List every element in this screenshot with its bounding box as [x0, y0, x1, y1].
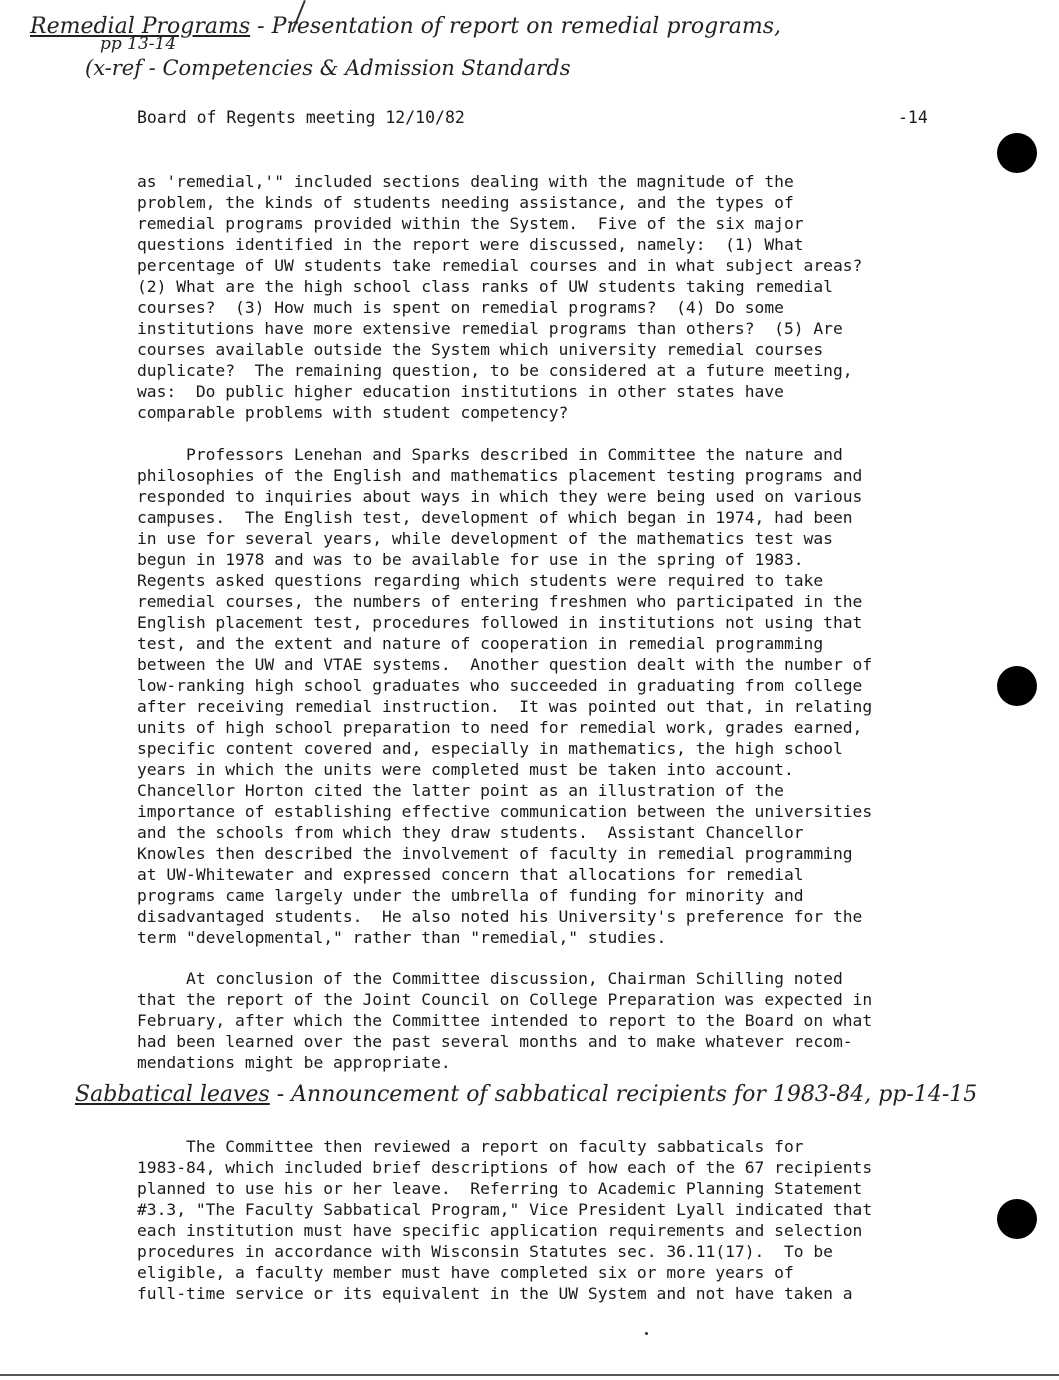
handwritten-page-ref: pp 13-14 — [100, 34, 177, 54]
punch-hole-middle — [997, 666, 1037, 706]
punch-hole-bottom — [997, 1199, 1037, 1239]
handwritten-topic-remedial-desc: - Presentation of report on remedial programs, — [250, 14, 782, 39]
paragraph-placement-testing: Professors Lenehan and Sparks described in Committee the nature and philosophies of the English and mathematics placement testing programs and responded to inquiries about ways in which they were being used on various campuses. The English test, development of which began in 1974, had been in use for several years, while development of the mathematics test was begun in 1978 and was to be available for use in the spring of 1983. Regents asked questions regarding which students were required to take remedial courses, the numbers of entering freshmen who participated in the English placement test, procedures followed in institutions not using that test, and the extent and nature of cooperation in remedial programming between the UW and VTAE systems. Another question dealt with the number of low-ranking high school graduates who succeeded in graduating from college after receiving remedial instruction. It was pointed out that, in relating units of high school preparation to need for remedial work, grades earned, specific content covered and, especially in mathematics, the high school years in which the units were completed must be taken into account. Chancellor Horton cited the latter point as an illustration of the importance of establishing effective communication between the universities and the schools from which they draw students. Assistant Chancellor Knowles then described the involvement of faculty in remedial programming at UW-Whitewater and expressed concern that allocations for remedial programs came largely under the umbrella of funding for minority and disadvantaged students. He also noted his University's preference for the term "developmental," rather than "remedial," studies. — [137, 445, 873, 947]
handwritten-topic-sabbatical-desc: - Announcement of sabbatical recipients for 1983-84, pp-14-15 — [269, 1082, 978, 1107]
handwritten-topic-remedial: Remedial Programs — [30, 14, 251, 39]
stray-mark — [645, 1332, 648, 1335]
page-number: -14 — [898, 108, 928, 127]
handwritten-topic-sabbatical: Sabbatical leaves — [75, 1082, 270, 1107]
paragraph-committee-conclusion: At conclusion of the Committee discussion, Chairman Schilling noted that the report of the Joint Council on College Preparation was expected in February, after which the Committee intended to report to the Board on what had been learned over the past several months and to make whatever recom- mendations might be appropriate. — [137, 969, 873, 1072]
handwritten-annotation-sabbatical — [75, 1082, 977, 1107]
paragraph-remedial-questions: as 'remedial,'" included sections dealing with the magnitude of the problem, the kinds of students needing assistance, and the types of remedial programs provided within the System. Five of the six major questions identified in the report were discussed, namely: (1) What percentage of UW students take remedial courses and in what subject areas? (2) What are the high school class ranks of UW students taking remedial courses? (3) How much is spent on remedial programs? (4) Do some institutions have more extensive remedial programs than others? (5) Are courses available outside the System which university remedial courses duplicate? The remaining question, to be considered at a future meeting, was: Do public higher education institutions in other states have comparable problems with student competency? — [137, 172, 863, 422]
punch-hole-top — [997, 133, 1037, 173]
paragraph-faculty-sabbaticals: The Committee then reviewed a report on faculty sabbaticals for 1983-84, which included brief descriptions of how each of the 67 recipients planned to use his or her leave. Referring to Academic Planning Statement #3.3, "The Faculty Sabbatical Program," Vice President Lyall indicated that each institution must have specific application requirements and selection procedures in accordance with Wisconsin Statutes sec. 36.11(17). To be eligible, a faculty member must have completed six or more years of full-time service or its equivalent in the UW System and not have taken a — [137, 1137, 873, 1303]
handwritten-cross-reference: (x-ref - Competencies & Admission Standards — [85, 56, 571, 80]
page-bottom-edge — [0, 1374, 1059, 1376]
page-header-title: Board of Regents meeting 12/10/82 — [137, 108, 465, 127]
